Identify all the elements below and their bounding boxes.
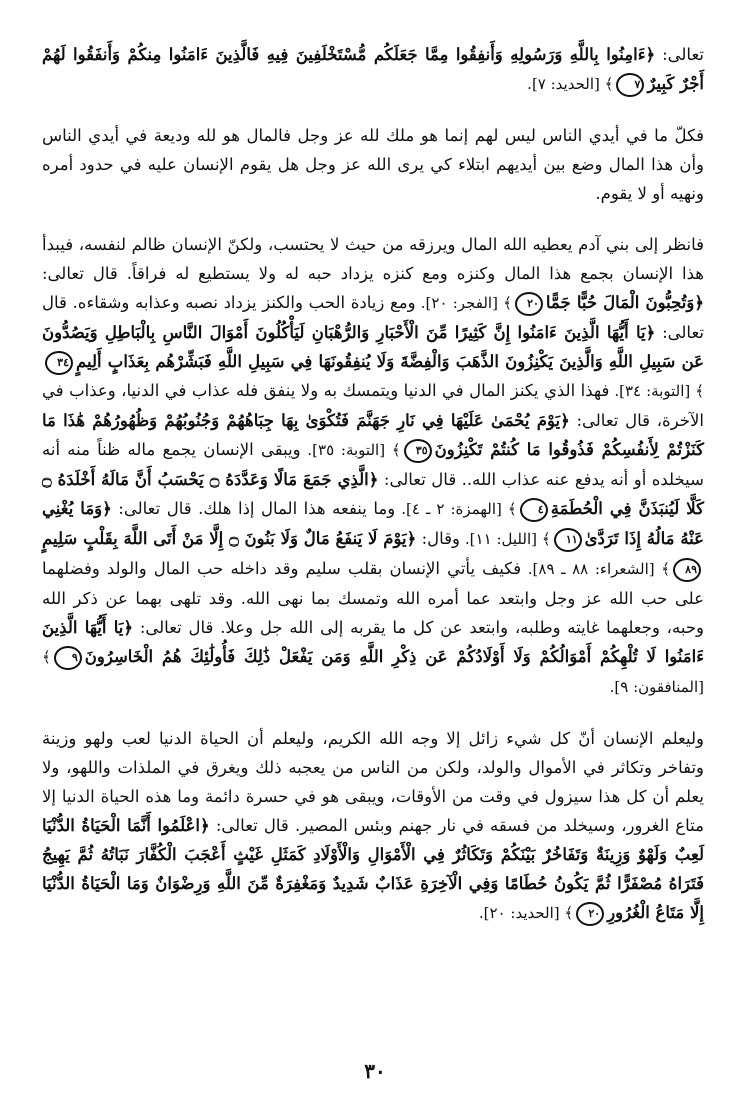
body-text: وما ينفعه هذا المال إذا هلك. قال تعالى: xyxy=(111,499,396,518)
quran-quote: ﴿يَوْمَ لَا يَنفَعُ مَالٌ وَلَا بَنُونَ ۝ إِلَّا مَنْ أَتَى اللَّهَ بِقَلْبٍ سَلِيمٍ xyxy=(42,529,417,548)
ayah-number-marker: ١١ xyxy=(554,528,582,552)
body-text: وقال: xyxy=(416,529,461,548)
body-text: ومع زيادة الحب والكنز يزداد نصبه وعذابه وشقاءه. قال تعالى: xyxy=(42,293,704,342)
quran-quote: ﴿يَوْمَ يُحْمَىٰ عَلَيْهَا فِي نَارِ جَهَنَّمَ فَتُكْوَىٰ بِهَا جِبَاهُهُمْ وَجُنُوبُهُمْ وَظُهُورُهُمْ هَٰذَا مَا كَنَزْتُمْ لِأَنفُسِكُمْ فَذُوقُوا مَا كُنتُمْ تَكْنِزُونَ xyxy=(42,411,705,459)
body-text: فهذا الذي يكنز المال في الدنيا ويتمسك به ولا ينفق فله عذاب في الدنيا، وعذاب في الآخرة، قال تعالى: xyxy=(42,381,704,430)
body-text: فانظر إلى بني آدم يعطيه الله المال ويرزقه من حيث لا يحتسب، ولكنّ الإنسان ظالم لنفسه، فيبدأ هذا الإنسان بجمع هذا المال وكنزه ومع كنزه يزداد حبه له ولا يستطيع له فراقاً. قال تعالى: xyxy=(42,235,704,283)
ayah-number-marker: ٧ xyxy=(616,73,644,97)
paragraph-1-intro: تعالى: xyxy=(655,45,704,64)
quran-quote: ﴿وَتُحِبُّونَ الْمَالَ حُبًّا جَمًّا xyxy=(545,293,705,312)
paragraph-2: فكلّ ما في أيدي الناس ليس لهم إنما هو ملك لله عز وجل فالمال هو لله وديعة في أيدي الناس وأن هذا المال وضع بين أيديهم ابتلاء كي يرى الله عز وجل هل يقوم الإنسان عليه في حدود أمره ونهيه أو لا يقوم. xyxy=(42,126,704,203)
page-number: ٣٠ xyxy=(364,1059,386,1083)
paragraph-1 xyxy=(42,40,704,99)
quran-quote: ﴿وَمَا يُغْنِي عَنْهُ مَالُهُ إِذَا تَرَدَّىٰ xyxy=(42,499,705,548)
surah-reference: ﴾ [الهمزة: ٢ ـ ٤]. xyxy=(395,500,517,518)
ayah-number-marker: ٣٤ xyxy=(45,351,73,375)
body-text: ويبقى الإنسان يجمع ماله ظناً منه أنه سيخلده أو أنه يدفع عنه عذاب الله.. قال تعالى: xyxy=(42,440,704,489)
surah-reference: ﴾ [التوبة: ٣٤]. xyxy=(609,382,704,400)
quran-quote: ﴿يَا أَيُّهَا الَّذِينَ ءَامَنُوا إِنَّ كَثِيرًا مِّنَ الْأَحْبَارِ وَالرُّهْبَانِ لَيَأْكُلُونَ أَمْوَالَ النَّاسِ بِالْبَاطِلِ وَيَصُدُّونَ عَن سَبِيلِ اللَّهِ وَالَّذِينَ يَكْنِزُونَ الذَّهَبَ وَالْفِضَّةَ وَلَا يُنفِقُونَهَا فِي سَبِيلِ اللَّهِ فَبَشِّرْهُم بِعَذَابٍ أَلِيمٍ xyxy=(42,323,704,371)
ayah-number-marker: ٩ xyxy=(54,646,82,670)
page-body xyxy=(42,40,704,950)
surah-reference: ﴾ [الحديد: ٧]. xyxy=(527,75,614,93)
surah-reference: ﴾ [الحديد: ٢٠]. xyxy=(478,904,574,922)
paragraph-3 xyxy=(42,230,704,702)
quran-quote: ﴿اعْلَمُوا أَنَّمَا الْحَيَاةُ الدُّنْيَا لَعِبٌ وَلَهْوٌ وَزِينَةٌ وَتَفَاخُرٌ بَيْنَكُمْ وَتَكَاثُرٌ فِي الْأَمْوَالِ وَالْأَوْلَادِ كَمَثَلِ غَيْثٍ أَعْجَبَ الْكُفَّارَ نَبَاتُهُ ثُمَّ يَهِيجُ فَتَرَاهُ مُصْفَرًّا ثُمَّ يَكُونُ حُطَامًا وَفِي الْآخِرَةِ عَذَابٌ شَدِيدٌ وَمَغْفِرَةٌ مِّنَ اللَّهِ وَرِضْوَانٌ وَمَا الْحَيَاةُ الدُّنْيَا إِلَّا مَتَاعُ الْغُرُورِ xyxy=(42,816,704,922)
ayah-number-marker: ٨٩ xyxy=(673,558,701,582)
ayah-number-marker: ٢٠ xyxy=(515,292,543,316)
ayah-number-marker: ٣٥ xyxy=(404,439,432,463)
surah-reference: ﴾ [الليل: ١١]. xyxy=(460,530,551,548)
surah-reference: ﴾ [المنافقون: ٩]. xyxy=(42,648,704,696)
body-text: وليعلم الإنسان أنّ كل شيء زائل إلا وجه الله الكريم، وليعلم أن الحياة الدنيا لعب ولهو وزينة وتفاخر وتكاثر في الأموال والولد، ولكن من الناس من يعجبه ذلك ويغرق في الملذات واللهو، ولا يعلم أن كل هذا سيزول في وقت من الأوقات، ويبقى هو في حسرة دائمة وما هذه الحياة الدنيا إلا متاع الغرور، وسيخلد من فسقه في نار جهنم وبئس المصير. قال تعالى: xyxy=(42,729,705,835)
quran-quote: ﴿يَا أَيُّهَا الَّذِينَ ءَامَنُوا لَا تُلْهِكُمْ أَمْوَالُكُمْ وَلَا أَوْلَادُكُمْ عَن ذِكْرِ اللَّهِ وَمَن يَفْعَلْ ذَٰلِكَ فَأُولَٰئِكَ هُمُ الْخَاسِرُونَ xyxy=(42,618,704,666)
surah-reference: ﴾ [الشعراء: ٨٨ ـ ٨٩]. xyxy=(521,560,670,578)
body-text: فكيف يأتي الإنسان بقلب سليم وقد داخله حب المال والولد وفضلهما على حب الله عز وجل وابتعد عما أمره الله وتمسك بما نهى الله. وقد تلهى بهما عن ذكر الله وحبه، وجعلهما غايته وطلبه، وابتعد عن كل ما يقربه إلى الله جل وعلا. قال تعالى: xyxy=(42,559,705,637)
surah-reference: ﴾ [التوبة: ٣٥]. xyxy=(300,441,401,459)
surah-reference: ﴾ [الفجر: ٢٠]. xyxy=(415,294,512,312)
quran-quote: ﴿ءَامِنُوا بِاللَّهِ وَرَسُولِهِ وَأَنفِقُوا مِمَّا جَعَلَكُم مُّسْتَخْلَفِينَ فِيهِ فَالَّذِينَ ءَامَنُوا مِنكُمْ وَأَنفَقُوا لَهُمْ أَجْرٌ كَبِيرٌ xyxy=(42,45,704,93)
quran-quote: ﴿الَّذِي جَمَعَ مَالًا وَعَدَّدَهُ ۝ يَحْسَبُ أَنَّ مَالَهُ أَخْلَدَهُ ۝ كَلَّا لَيُنبَذَنَّ فِي الْحُطَمَةِ xyxy=(42,470,705,518)
paragraph-4 xyxy=(42,724,704,928)
ayah-number-marker: ٤ xyxy=(520,498,548,522)
ayah-number-marker: ٢٠ xyxy=(576,902,604,926)
